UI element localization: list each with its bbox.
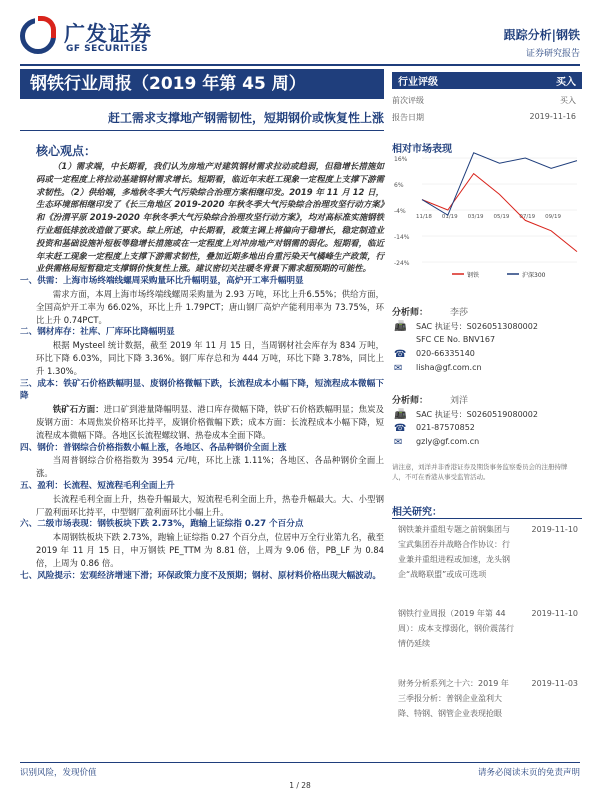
section-heading-text: 四、钢价：普钢综合价格指数小幅上涨，各地区、各品种钢价全面上涨 <box>20 442 287 453</box>
y-tick-label: -24% <box>394 260 410 267</box>
series-line-steel <box>422 174 577 252</box>
report-type: 证券研究报告 <box>525 49 580 59</box>
related-report-item[interactable] <box>398 676 578 721</box>
analyst-label: 分析师： <box>392 308 429 318</box>
rating-heading: 行业评级 <box>398 77 438 88</box>
fax-icon: 📠 <box>394 409 407 420</box>
report-date-label: 报告日期 <box>392 113 424 122</box>
analyst-name: 李莎 <box>450 308 469 318</box>
analyst-email[interactable]: lisha@gf.com.cn <box>416 363 482 372</box>
related-divider <box>392 518 582 519</box>
analyst-label: 分析师： <box>392 396 429 406</box>
rating-prev-row <box>392 95 582 106</box>
x-tick-label: 03/19 <box>467 214 484 220</box>
analyst-block <box>392 393 582 451</box>
inline-bold-label: 铁矿石方面： <box>52 404 104 415</box>
section-heading-text: 二、钢材库存：社库、厂库环比降幅明显 <box>20 327 175 338</box>
related-report-title[interactable]: 钢铁行业周报（2019 年第 44 周）：成本支撑弱化，钢价震荡行情仍延续 <box>398 609 514 648</box>
section-heading <box>20 442 384 455</box>
analyst-email[interactable]: gzly@gf.com.cn <box>416 437 480 446</box>
body-paragraph <box>36 454 384 480</box>
y-tick-label: -4% <box>394 208 406 215</box>
y-tick-label: -14% <box>394 234 410 241</box>
core-views-heading: 核心观点： <box>36 144 97 158</box>
paragraph-text: （1）需求端，中长期看，我们认为房地产对建筑钢材需求拉动或趋弱，但稳增长措施如码或一定程度上将拉动基建钢材需求增长。短期看，临近年末赶工现象一定程度上支撑下游需求韧性。（2）供给端，多地秋冬季大气污染综合治理方案相继印发。2019 年 11 月 12 日，生态环境部相继印发了《长三角地区 2019-2020 年秋冬季大气污染综合治理攻坚行动方案》和《汾渭平原 2019-2020 年秋冬季大气污染综合治理攻坚行动方案》，均对高标准实施钢铁行业超低排放改造做了要求。综上所述，中长期看，政策主调上将偏向于稳增长，稳定制造业投资和基础设施补短板等稳增长措施或在一定程度上对冲房地产对钢需的弱化。短期看，临近年末赶工现象一定程度上支撑下游需求韧性，叠加近期多地出台重污染天气橘峰生产政策，行业供需格局短暂稳定支撑钢价恢复性上涨。建议密切关注暖冬背景下需求超预期的可能性。 <box>36 161 384 274</box>
section-heading <box>20 275 384 288</box>
x-tick-label: 11/18 <box>416 214 432 220</box>
footer-divider <box>20 762 580 763</box>
related-report-date: 2019-11-10 <box>531 609 578 618</box>
x-tick-label: 05/19 <box>493 214 510 220</box>
report-title: 钢铁行业周报（2019 年第 45 周） <box>20 69 384 99</box>
body-paragraph <box>36 493 384 519</box>
section-heading <box>20 326 384 339</box>
core-views-body <box>20 160 385 582</box>
section-heading-text: 五、盈利：长流程、短流程毛利全面上升 <box>20 480 175 491</box>
header-divider <box>20 64 580 66</box>
subtitle-divider <box>20 130 384 131</box>
related-heading: 相关研究： <box>392 507 442 518</box>
section-heading-text: 三、成本：铁矿石价格跌幅明显、废钢价格微幅下跌，长流程成本小幅下降，短流程成本微幅下降 <box>20 378 384 402</box>
body-paragraph <box>36 160 384 275</box>
rating-prev-value: 买入 <box>560 96 576 105</box>
footer-disclaimer: 请务必阅读末页的免责声明 <box>477 768 580 778</box>
logo-subtext: GF SECURITIES <box>66 44 149 54</box>
related-report-date: 2019-11-10 <box>531 525 578 534</box>
analyst-block <box>392 305 582 377</box>
report-subtitle: 赶工需求支撑地产钢需韧性，短期钢价或恢复性上涨 <box>107 111 384 125</box>
paragraph-text: 需求方面，本周上海市场终端线螺周采购量为 2.93 万吨，环比上升6.55%；供给方面，全国高炉开工率为 66.02%，环比上升 1.79PCT；唐山钢厂高炉产能利用率为 73.75%，环比上升 0.74PCT。 <box>36 288 384 325</box>
legend-label: 钢铁 <box>467 272 480 279</box>
y-tick-label: 6% <box>394 182 404 189</box>
paragraph-text: 根据 Mysteel 统计数据，截至 2019 年 11 月 15 日，当周钢材社会库存为 834 万吨，环比下降 6.03%，同比下降 3.36%。钢厂库存总和为 444 万吨，环比下降 3.78%，同比上升 1.30%。 <box>36 340 384 376</box>
section-heading-text: 六、二级市场表现：钢铁板块下跌 2.73%，跑输上证综指 0.27 个百分点 <box>20 519 304 530</box>
section-heading <box>20 480 384 493</box>
related-report-item[interactable] <box>398 522 578 582</box>
body-paragraph <box>36 531 384 569</box>
fax-icon: 📠 <box>394 321 407 332</box>
section-heading <box>20 570 384 583</box>
paragraph-text: 进口矿到港量降幅明显、港口库存微幅下降，铁矿石价格跌幅明显；焦炭及废钢方面：本周焦炭价格环比持平，废钢价格微幅下跌；成本方面：长流程成本小幅下降，短流程成本微幅下降。各地区长流程螺纹钢、热卷成本全面下降。 <box>36 404 385 440</box>
mail-icon: ✉ <box>394 437 403 448</box>
rating-value: 买入 <box>556 77 576 88</box>
chart-heading: 相对市场表现 <box>392 144 452 155</box>
relative-performance-chart <box>392 150 582 282</box>
rating-header <box>392 72 582 89</box>
report-category: 跟踪分析|钢铁 <box>503 28 580 42</box>
related-report-title[interactable]: 钢铁兼并重组专题之前钢集团与宝武集团吞并战略合作协议：行业兼并重组进程或加速，龙头钢企“战略联盟”或成可选项 <box>398 525 510 579</box>
footer-slogan: 识别风险，发现价值 <box>20 768 97 778</box>
body-paragraph <box>36 403 384 441</box>
body-paragraph <box>36 339 384 377</box>
logo-accent-icon <box>38 16 56 38</box>
paragraph-text: 当周普钢综合价格指数为 3954 元/吨，环比上涨 1.11%；各地区、各品种钢价全面上涨。 <box>36 455 384 479</box>
y-tick-label: 16% <box>394 156 408 163</box>
section-heading <box>20 518 384 531</box>
mail-icon: ✉ <box>394 363 403 374</box>
section-heading-text: 七、风险提示：宏观经济增速下滑；环保政策力度不及预期；钢材、原材料价格出现大幅波动。 <box>20 570 381 581</box>
section-heading <box>20 378 384 404</box>
phone-icon: ☎ <box>394 349 407 360</box>
analyst-contact-line: SFC CE No. BNV167 <box>416 335 496 344</box>
analyst-contact-line: 021-87570852 <box>416 423 475 432</box>
company-logo <box>20 16 210 58</box>
analyst-contact-line: SAC 执证号：S0260519080002 <box>416 410 538 419</box>
analyst-name: 刘洋 <box>450 396 469 406</box>
report-date-value: 2019-11-16 <box>529 112 576 121</box>
paragraph-text: 长流程毛利全面上升，热卷升幅最大，短流程毛利全面上升，热卷升幅最大。大、小型钢厂盈利面环比持平，中型钢厂盈利面环比小幅上升。 <box>36 493 384 517</box>
related-report-date: 2019-11-03 <box>531 679 578 688</box>
phone-icon: ☎ <box>394 423 407 434</box>
section-heading-text: 一、供需：上海市场终端线螺周采购量环比升幅明显，高炉开工率升幅明显 <box>20 276 304 287</box>
x-tick-label: 07/19 <box>519 214 536 220</box>
analyst-contact-line: 020-66335140 <box>416 349 475 358</box>
analyst-contact-line: SAC 执证号：S0260513080002 <box>416 322 538 331</box>
analyst-note: 请注意，刘洋并非香港证券及期货事务监察委员会的注册持牌人，不可在香港从事受监管活动。 <box>392 463 568 481</box>
legend-label: 沪深300 <box>522 272 546 279</box>
report-date-row <box>392 112 582 123</box>
body-paragraph <box>36 288 384 326</box>
x-tick-label: 01/19 <box>441 214 458 220</box>
rating-prev-label: 前次评级 <box>392 96 424 105</box>
related-report-item[interactable] <box>398 606 578 651</box>
logo-text: 广发证券 <box>64 22 152 46</box>
chart-svg <box>392 150 582 282</box>
related-report-title[interactable]: 财务分析系列之十六：2019 年三季报分析：普钢企业盈利大降、特钢、钢管企业表现抢眼 <box>398 679 509 718</box>
page-number: 1 / 28 <box>289 781 311 790</box>
paragraph-text: 本周钢铁板块下跌 2.73%，跑输上证综指 0.27 个百分点，位居申万全行业第九名，截至 2019 年 11 月 15 日，申万钢铁 PE_TTM 为 8.81 倍，上周为 9.06 倍，PB_LF 为 0.84 倍，上周为 0.86 倍。 <box>36 532 384 568</box>
x-tick-label: 09/19 <box>545 214 562 220</box>
